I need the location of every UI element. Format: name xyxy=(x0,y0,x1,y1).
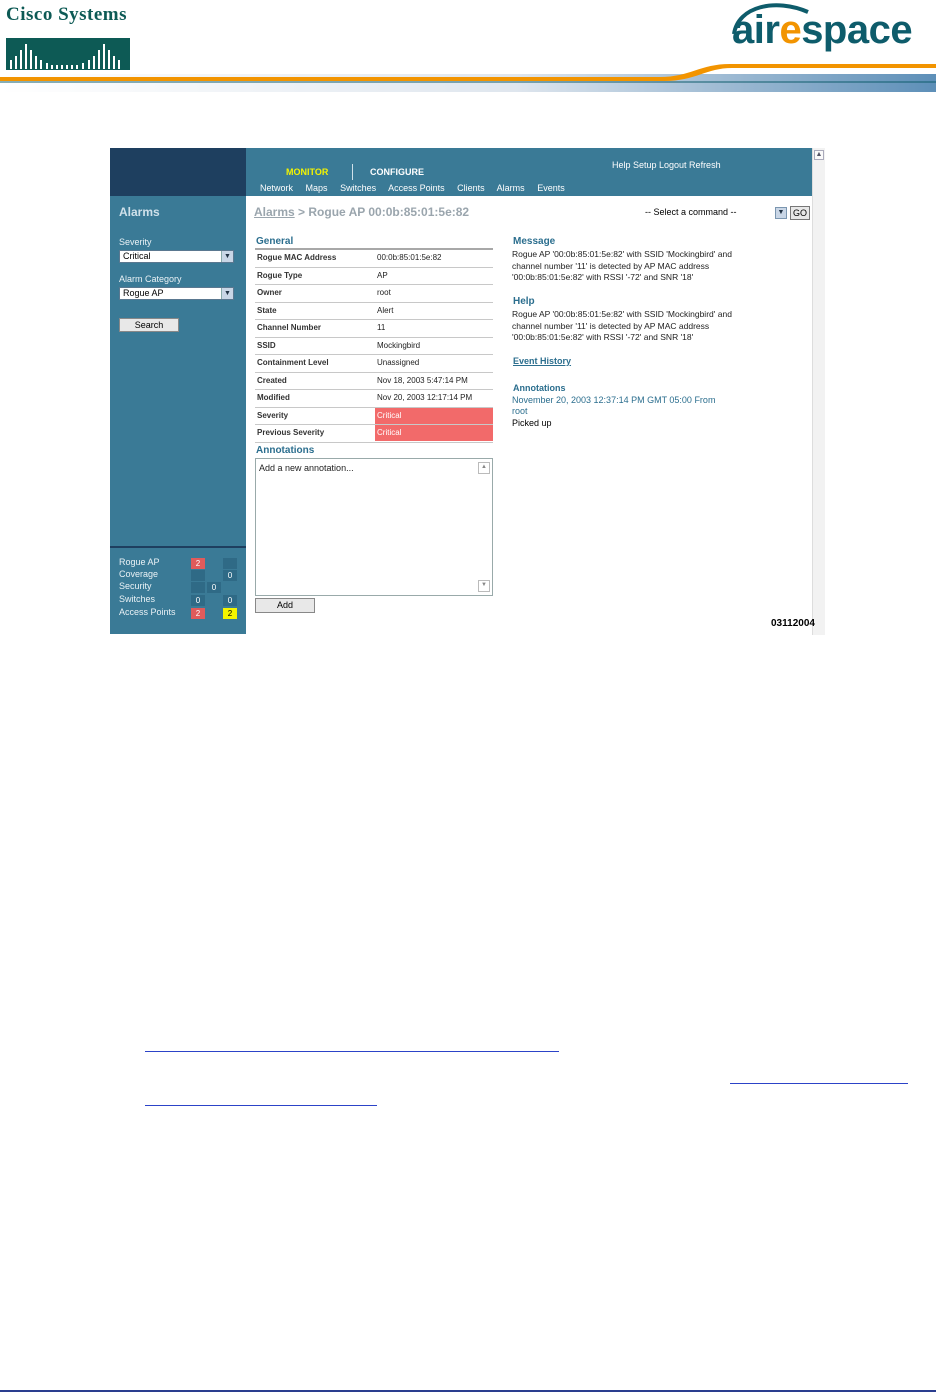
alarm-detail-screenshot xyxy=(110,148,824,635)
alarm-count-cell[interactable]: 0 xyxy=(223,570,237,581)
cross-reference-link[interactable] xyxy=(145,1105,377,1106)
tab-monitor[interactable]: MONITOR xyxy=(286,167,329,177)
search-button[interactable]: Search xyxy=(119,318,179,332)
subnav-clients[interactable]: Clients xyxy=(457,183,485,193)
alarm-count-cell[interactable]: 0 xyxy=(223,595,237,606)
message-section-title: Message xyxy=(513,236,556,247)
add-annotation-button[interactable]: Add xyxy=(255,598,315,613)
scroll-up-icon[interactable]: ▲ xyxy=(815,151,823,158)
general-section-title: General xyxy=(256,236,294,247)
subnav-switches[interactable]: Switches xyxy=(340,183,377,193)
breadcrumb-current: > Rogue AP 00:0b:85:01:5e:82 xyxy=(294,205,470,219)
tab-configure[interactable]: CONFIGURE xyxy=(370,167,424,177)
message-text: Rogue AP '00:0b:85:01:5e:82' with SSID 'Mockingbird' and channel number '11' is detected by AP MAC address '00:0b:85:01:5e:82' with RSSI '-72' and SNR '18' xyxy=(512,249,732,282)
sidebar xyxy=(110,148,246,634)
annotation-author: root xyxy=(512,406,528,416)
go-button[interactable]: GO xyxy=(790,206,810,220)
table-row: Created Nov 18, 2003 5:47:14 PM xyxy=(255,373,493,391)
breadcrumb-alarms-link[interactable]: Alarms xyxy=(254,205,295,219)
breadcrumb xyxy=(254,205,469,219)
subnav-alarms[interactable]: Alarms xyxy=(496,183,525,193)
table-row: Owner root xyxy=(255,285,493,303)
table-row: Modified Nov 20, 2003 12:17:14 PM xyxy=(255,390,493,408)
help-text: Rogue AP '00:0b:85:01:5e:82' with SSID 'Mockingbird' and channel number '11' is detected by AP MAC address '00:0b:85:01:5e:82' with RSSI '-72' and SNR '18' xyxy=(512,309,732,342)
alarm-summary-row[interactable]: Coverage 0 xyxy=(119,569,239,581)
footer-rule xyxy=(0,1390,936,1392)
figure-number: 03112004 xyxy=(771,618,815,629)
cisco-logo xyxy=(6,4,130,68)
table-row-previous-severity: Previous Severity Critical xyxy=(255,425,493,443)
general-table xyxy=(255,248,493,443)
utility-links[interactable]: Help Setup Logout Refresh xyxy=(612,160,721,170)
top-navigation-bar xyxy=(246,148,812,196)
alarm-count-cell[interactable]: 2 xyxy=(191,608,205,619)
annotation-meta: November 20, 2003 12:37:14 PM GMT 05:00 From xyxy=(512,395,716,405)
annotations-section-title: Annotations xyxy=(256,445,315,456)
tab-divider xyxy=(352,164,353,180)
severity-badge: Critical xyxy=(375,408,493,424)
alarm-summary-row[interactable]: Access Points 2 2 xyxy=(119,607,239,619)
sidebar-title: Alarms xyxy=(119,205,160,219)
chevron-down-icon: ▼ xyxy=(775,207,787,219)
alarm-summary-row[interactable]: Switches 0 0 xyxy=(119,594,239,606)
alarm-count-cell[interactable] xyxy=(191,570,205,581)
alarm-count-cell[interactable]: 0 xyxy=(191,595,205,606)
subnav-events[interactable]: Events xyxy=(537,183,565,193)
header-band xyxy=(0,62,936,92)
table-row: Channel Number 11 xyxy=(255,320,493,338)
table-row-severity: Severity Critical xyxy=(255,408,493,426)
annotation-textarea[interactable] xyxy=(255,458,493,596)
annotation-placeholder: Add a new annotation... xyxy=(259,463,354,473)
sidebar-divider xyxy=(110,546,246,548)
scroll-up-icon[interactable]: ▲ xyxy=(478,462,490,474)
cross-reference-link[interactable] xyxy=(145,1051,559,1052)
table-row: Containment Level Unassigned xyxy=(255,355,493,373)
airespace-wordmark: airespace xyxy=(732,8,913,52)
cisco-wordmark: Cisco Systems xyxy=(6,4,128,25)
event-history-link[interactable]: Event History xyxy=(513,356,572,366)
sub-navigation xyxy=(260,183,575,193)
subnav-maps[interactable]: Maps xyxy=(305,183,328,193)
vertical-scrollbar[interactable] xyxy=(812,148,825,635)
table-row: Rogue Type AP xyxy=(255,268,493,286)
subnav-access-points[interactable]: Access Points xyxy=(388,183,445,193)
severity-select[interactable]: Critical ▼ xyxy=(119,250,234,263)
alarm-summary-row[interactable]: Rogue AP 2 xyxy=(119,557,239,569)
alarm-category-select[interactable]: Rogue AP ▼ xyxy=(119,287,234,300)
scroll-down-icon[interactable]: ▼ xyxy=(478,580,490,592)
airespace-logo xyxy=(716,0,936,62)
table-row: State Alert xyxy=(255,303,493,321)
chevron-down-icon: ▼ xyxy=(221,251,233,262)
command-select[interactable]: -- Select a command -- ▼ xyxy=(645,207,787,219)
table-row: Rogue MAC Address 00:0b:85:01:5e:82 xyxy=(255,248,493,268)
alarm-category-label: Alarm Category xyxy=(119,274,182,284)
alarm-count-cell[interactable]: 2 xyxy=(191,558,205,569)
annotation-list-title: Annotations xyxy=(513,383,566,393)
alarm-count-cell[interactable] xyxy=(191,582,205,593)
severity-label: Severity xyxy=(119,237,152,247)
help-section-title: Help xyxy=(513,296,535,307)
alarm-count-cell[interactable] xyxy=(223,558,237,569)
sidebar-logo-area xyxy=(110,148,246,196)
alarm-count-cell[interactable]: 2 xyxy=(223,608,237,619)
cross-reference-link[interactable] xyxy=(730,1083,908,1084)
alarm-summary-row[interactable]: Security 0 xyxy=(119,581,239,593)
chevron-down-icon: ▼ xyxy=(221,288,233,299)
alarm-count-cell[interactable]: 0 xyxy=(207,582,221,593)
annotation-note: Picked up xyxy=(512,418,552,428)
table-row: SSID Mockingbird xyxy=(255,338,493,356)
subnav-network[interactable]: Network xyxy=(260,183,294,193)
previous-severity-badge: Critical xyxy=(375,425,493,441)
